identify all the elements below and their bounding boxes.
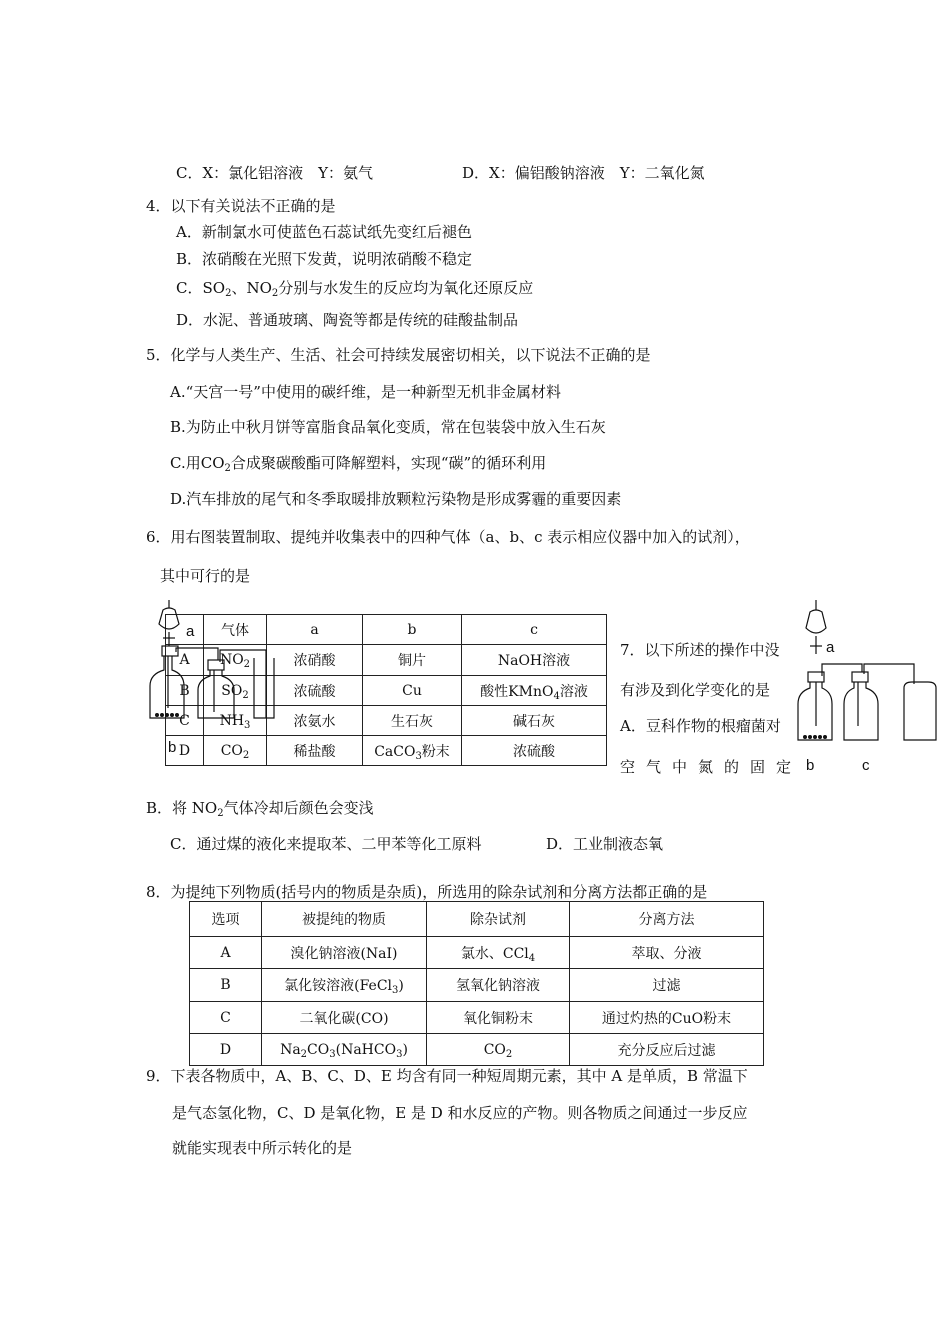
q8-option: A [190, 937, 262, 969]
table-row [190, 1002, 764, 1034]
q8-substance: 二氧化碳(CO) [262, 1002, 427, 1034]
q8-substance: $Na_2CO_3(NaHCO_3)$ [262, 1034, 427, 1066]
q6-row-label: A [166, 645, 204, 676]
table-row [190, 902, 764, 937]
q7-option-a-line1: A．豆科作物的根瘤菌对 [620, 717, 781, 735]
q8-option: C [190, 1002, 262, 1034]
q7-label-b: b [806, 757, 815, 774]
q3-option-c: C．X：氯化铝溶液 Y：氨气 [176, 164, 374, 182]
q6-gas: $NO_2$ [204, 645, 267, 676]
q6-reagent-a: 浓氨水 [267, 706, 363, 736]
q6-row-label: D [166, 736, 204, 766]
q6-row-label: C [166, 706, 204, 736]
q6-row-label: B [166, 676, 204, 706]
q7-label-c: c [862, 757, 870, 774]
q8-header-reagent: 除杂试剂 [427, 902, 570, 937]
q9-stem-line2: 是气态氢化物，C、D 是氧化物，E 是 D 和水反应的产物。则各物质之间通过一步反应 [172, 1104, 748, 1122]
q8-table [189, 901, 764, 1066]
q6-reagent-b: 生石灰 [363, 706, 462, 736]
q3-option-d: D．X：偏铝酸钠溶液 Y：二氧化氮 [462, 164, 705, 182]
q6-reagent-c: NaOH溶液 [462, 645, 607, 676]
q6-gas: $NH_3$ [204, 706, 267, 736]
q7-apparatus-diagram [796, 596, 946, 746]
q6-header-a: a [267, 615, 363, 645]
q7-option-c: C．通过煤的液化来提取苯、二甲苯等化工原料 [170, 835, 482, 853]
q6-header-b: b [363, 615, 462, 645]
q8-substance: 溴化钠溶液(NaI) [262, 937, 427, 969]
table-row [190, 969, 764, 1002]
q5-option-c: C.用$CO_2$合成聚碳酸酯可降解塑料，实现“碳”的循环利用 [170, 454, 547, 474]
q6-reagent-c: 酸性KMnO$_4$溶液 [462, 676, 607, 706]
q8-reagent: 氧化铜粉末 [427, 1002, 570, 1034]
q7-option-a-line2: 空气中氮的固定 [620, 758, 803, 776]
table-row [190, 937, 764, 969]
q4-option-c: C．$SO_2$、$NO_2$分别与水发生的反应均为氧化还原反应 [176, 279, 534, 299]
q8-method: 通过灼热的CuO粉末 [570, 1002, 764, 1034]
q6-reagent-b: 铜片 [363, 645, 462, 676]
q8-header-option: 选项 [190, 902, 262, 937]
q6-header-gas: 气体 [204, 615, 267, 645]
q8-stem: 8．为提纯下列物质(括号内的物质是杂质)，所选用的除杂试剂和分离方法都正确的是 [146, 883, 708, 901]
q5-option-b: B.为防止中秋月饼等富脂食品氧化变质，常在包装袋中放入生石灰 [170, 418, 606, 436]
table-row [190, 1034, 764, 1066]
q8-option: D [190, 1034, 262, 1066]
q8-substance: 氯化铵溶液(FeCl$_3$) [262, 969, 427, 1002]
q5-option-a: A.“天宫一号”中使用的碳纤维，是一种新型无机非金属材料 [170, 383, 561, 401]
q6-reagent-a: 浓硝酸 [267, 645, 363, 676]
q6-reagent-b: CaCO$_3$粉末 [363, 736, 462, 766]
q8-reagent: $CO_2$ [427, 1034, 570, 1066]
q8-option: B [190, 969, 262, 1002]
q4-option-a: A．新制氯水可使蓝色石蕊试纸先变红后褪色 [176, 223, 472, 241]
q6-header-c: c [462, 615, 607, 645]
q4-stem: 4．以下有关说法不正确的是 [146, 197, 336, 215]
q5-stem: 5．化学与人类生产、生活、社会可持续发展密切相关，以下说法不正确的是 [146, 346, 651, 364]
q8-method: 过滤 [570, 969, 764, 1002]
q8-reagent: 氢氧化钠溶液 [427, 969, 570, 1002]
q6-stem-line1: 6．用右图装置制取、提纯并收集表中的四种气体（a、b、c 表示相应仪器中加入的试剂）， [146, 528, 750, 546]
q7-stem-line1: 7．以下所述的操作中没 [620, 641, 780, 659]
q6-stem-line2: 其中可行的是 [160, 567, 251, 585]
q6-label-b: b [168, 739, 177, 756]
q7-option-d: D．工业制液态氧 [546, 835, 664, 853]
q9-stem-line1: 9．下表各物质中，A、B、C、D、E 均含有同一种短周期元素，其中 A 是单质，B 常温下 [146, 1067, 748, 1085]
q4-option-b: B．浓硝酸在光照下发黄，说明浓硝酸不稳定 [176, 250, 473, 268]
q8-method: 充分反应后过滤 [570, 1034, 764, 1066]
q7-label-a: a [826, 639, 835, 656]
q6-gas: $SO_2$ [204, 676, 267, 706]
q6-reagent-b: Cu [363, 676, 462, 706]
q8-method: 萃取、分液 [570, 937, 764, 969]
q6-reagent-c: 碱石灰 [462, 706, 607, 736]
q6-reagent-a: 浓硫酸 [267, 676, 363, 706]
q8-header-method: 分离方法 [570, 902, 764, 937]
q6-label-a: a [186, 623, 195, 640]
q9-stem-line3: 就能实现表中所示转化的是 [172, 1139, 353, 1157]
q5-option-d: D.汽车排放的尾气和冬季取暖排放颗粒污染物是形成雾霾的重要因素 [170, 490, 622, 508]
q7-stem-line2: 有涉及到化学变化的是 [620, 681, 771, 699]
q8-header-substance: 被提纯的物质 [262, 902, 427, 937]
q6-reagent-a: 稀盐酸 [267, 736, 363, 766]
q7-option-b: B．将 $NO_2$气体冷却后颜色会变浅 [146, 799, 374, 819]
q4-option-d: D．水泥、普通玻璃、陶瓷等都是传统的硅酸盐制品 [176, 311, 519, 329]
q6-apparatus-diagram [148, 598, 280, 758]
q8-reagent: 氯水、CCl$_4$ [427, 937, 570, 969]
q6-reagent-c: 浓硫酸 [462, 736, 607, 766]
q6-gas: $CO_2$ [204, 736, 267, 766]
